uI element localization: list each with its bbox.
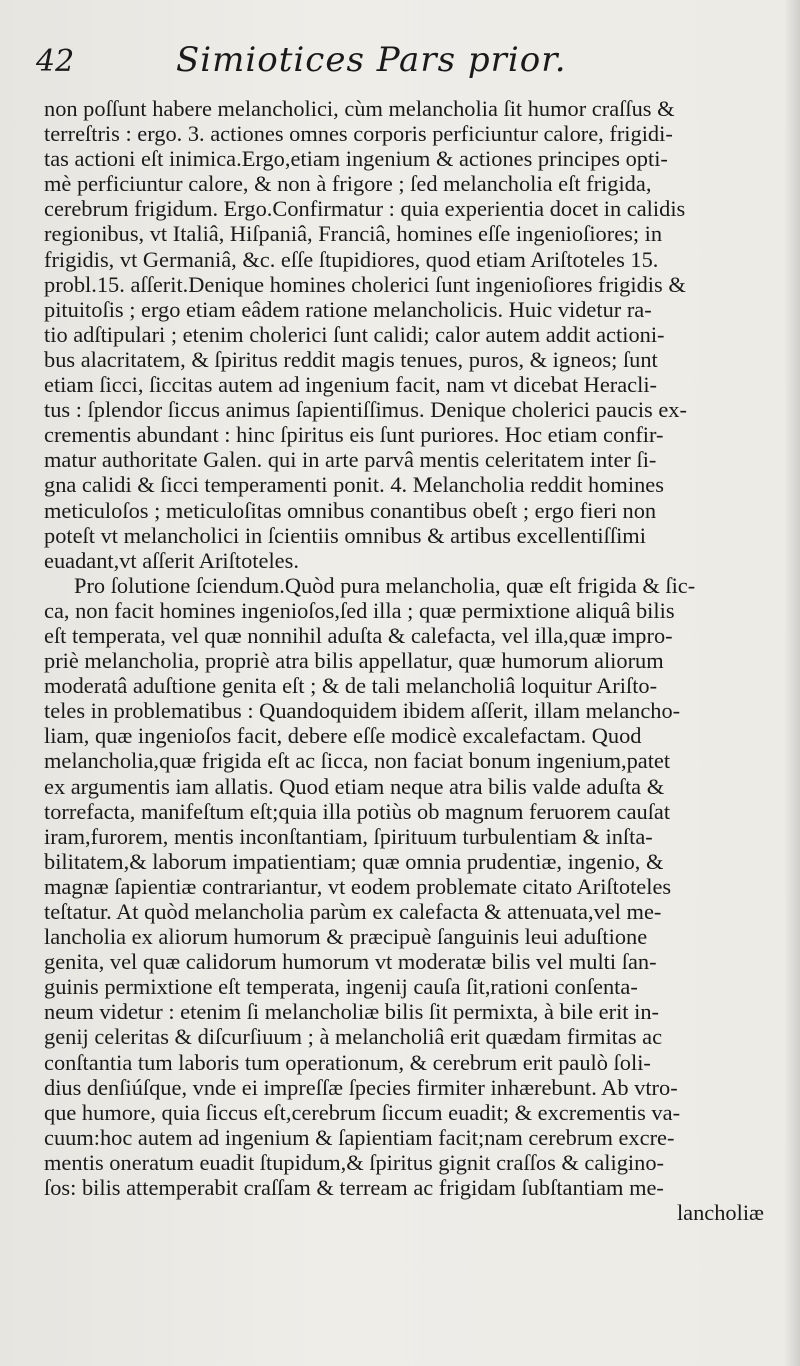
text-line: mentis oneratum euadit ſtupidum,& ſpiritus gignit craſſos & caligino- — [44, 1149, 664, 1175]
text-line: bus alacritatem, & ſpiritus reddit magis tenues, puros, & igneos; ſunt — [44, 346, 658, 372]
text-line: bilitatem,& laborum impatientiam; quæ omnia prudentiæ, ingenio, & — [44, 848, 664, 874]
text-line: Pro ſolutione ſciendum.Quòd pura melancholia, quæ eſt frigida & ſic- — [74, 572, 696, 598]
text-line: neum videtur : etenim ſi melancholiæ bilis ſit permixta, à bile erit in- — [44, 999, 659, 1025]
text-line: dius denſiúſque, vnde ei impreſſæ ſpecies firmiter inhærebunt. Ab vtro- — [44, 1074, 678, 1100]
text-line: gna calidi & ſicci temperamenti ponit. 4. Melancholia reddit homines — [44, 472, 664, 498]
text-line: liam, quæ ingenioſos facit, debere eſſe modicè excalefactam. Quod — [44, 723, 642, 749]
text-line: tus : ſplendor ſiccus animus ſapientiſſimus. Denique cholerici paucis ex- — [44, 397, 687, 423]
text-line: non poſſunt habere melancholici, cùm melancholia ſit humor craſſus & — [44, 96, 675, 121]
text-line: conſtantia tum laboris tum operationum, & cerebrum erit paulò ſoli- — [44, 1049, 651, 1075]
text-line: magnæ ſapientiæ contrariantur, vt eodem problemate citato Ariſtoteles — [44, 873, 672, 899]
text-line: priè melancholia, propriè atra bilis appellatur, quæ humorum aliorum — [44, 648, 664, 674]
text-line: ex argumentis iam allatis. Quod etiam neque atra bilis valde aduſta & — [44, 773, 665, 799]
text-line: pituitoſis ; ergo etiam eâdem ratione melancholicis. Huic videtur ra- — [44, 296, 652, 322]
text-line: etiam ſicci, ſiccitas autem ad ingenium facit, nam vt dicebat Heracli- — [44, 372, 657, 398]
text-line: euadant,vt aſſerit Ariſtoteles. — [44, 547, 299, 573]
text-line: regionibus, vt Italiâ, Hiſpaniâ, Franciâ, homines eſſe ingenioſiores; in — [44, 221, 663, 247]
text-line: genita, vel quæ calidorum humorum vt moderatæ bilis vel multi ſan- — [44, 949, 657, 975]
text-line: iram,furorem, mentis inconſtantiam, ſpirituum turbulentiam & inſta- — [44, 823, 653, 849]
text-line: crementis abundant : hinc ſpiritus eis ſunt puriores. Hoc etiam confir- — [44, 422, 664, 448]
catchword: lancholiæ — [676, 1200, 764, 1226]
text-line: torrefacta, manifeſtum eſt;quia illa potiùs ob magnum feruorem cauſat — [44, 798, 671, 824]
text-line: genij celeritas & diſcurſiuum ; à melancholiâ erit quædam firmitas ac — [44, 1024, 663, 1050]
text-line: melancholia,quæ frigida eſt ac ſicca, non faciat bonum ingenium,patet — [44, 748, 671, 774]
text-line: ſos: bilis attemperabit craſſam & terream ac frigidam ſubſtantiam me- — [44, 1175, 664, 1201]
text-line: lancholia ex aliorum humorum & præcipuè ſanguinis leui aduſtione — [44, 924, 648, 950]
text-line: mè perficiuntur calore, & non à frigore ; ſed melancholia eſt frigida, — [44, 171, 652, 197]
running-title: Simiotices Pars prior. — [176, 40, 567, 80]
page-header — [36, 40, 764, 96]
text-line: frigidis, vt Germaniâ, &c. eſſe ſtupidiores, quod etiam Ariſtoteles 15. — [44, 246, 659, 272]
text-line: poteſt vt melancholici in ſcientiis omnibus & artibus excellentiſſimi — [44, 522, 646, 548]
text-line: terreſtris : ergo. 3. actiones omnes corporis perficiuntur calore, frigidi- — [44, 121, 673, 147]
text-line: teles in problematibus : Quandoquidem ibidem aſſerit, illam melancho- — [44, 698, 681, 724]
text-line: matur authoritate Galen. qui in arte parvâ mentis celeritatem inter ſi- — [44, 447, 657, 473]
text-line: moderatâ aduſtione genita eſt ; & de tali melancholiâ loquitur Ariſto- — [44, 673, 658, 699]
text-line: eſt temperata, vel quæ nonnihil aduſta & calefacta, vel illa,quæ impro- — [44, 622, 673, 648]
text-line: cuum:hoc autem ad ingenium & ſapientiam facit;nam cerebrum excre- — [44, 1124, 675, 1150]
text-line: ca, non facit homines ingenioſos,ſed illa ; quæ permixtione aliquâ bilis — [44, 597, 675, 623]
text-line: que humore, quia ſiccus eſt,cerebrum ſiccum euadit; & excrementis va- — [44, 1099, 681, 1125]
text-line: teſtatur. At quòd melancholia parùm ex calefacta & attenuata,vel me- — [44, 899, 662, 924]
text-line: guinis permixtione eſt temperata, ingenij cauſa ſit,rationi conſenta- — [44, 974, 638, 1000]
text-line: meticuloſos ; meticuloſitas omnibus conantibus obeſt ; ergo fieri non — [44, 497, 657, 523]
body-text — [44, 96, 770, 1225]
text-line: tas actioni eſt inimica.Ergo,etiam ingenium & actiones principes opti- — [44, 146, 668, 172]
text-line: tio adſtipulari ; etenim cholerici ſunt calidi; calor autem addit actioni- — [44, 321, 665, 347]
page-number: 42 — [36, 44, 75, 79]
text-line: probl.15. aſſerit.Denique homines cholerici ſunt ingenioſiores frigidis & — [44, 271, 686, 297]
gutter-shadow — [784, 0, 800, 1366]
text-line: cerebrum frigidum. Ergo.Confirmatur : quia experientia docet in calidis — [44, 196, 686, 222]
